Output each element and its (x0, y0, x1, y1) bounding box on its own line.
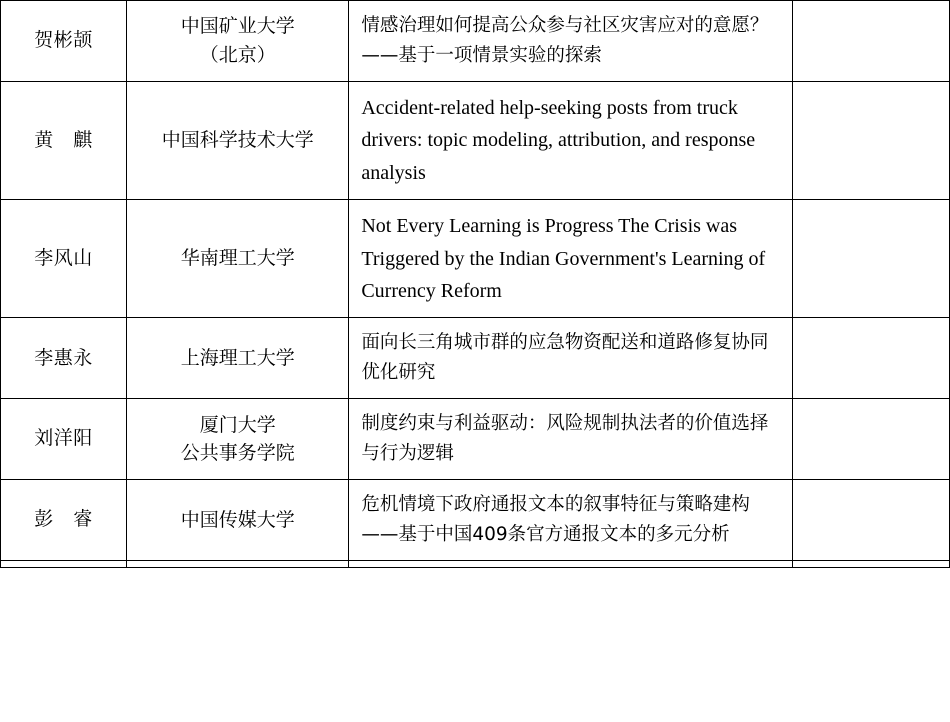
author-name: 李风山 (34, 246, 93, 269)
author-name-cell (1, 561, 127, 568)
notes-cell (792, 561, 949, 568)
organization: 厦门大学 公共事务学院 (180, 413, 295, 465)
organization-cell (127, 399, 349, 480)
organization-cell (127, 200, 349, 318)
paper-title: 情感治理如何提高公众参与社区灾害应对的意愿？——基于一项情景实验的探索 (361, 15, 769, 66)
organization-cell (127, 480, 349, 561)
author-name-cell (1, 318, 127, 399)
notes-cell (792, 399, 949, 480)
table-row (1, 318, 950, 399)
notes-cell (792, 200, 949, 318)
author-name: 彭 睿 (34, 508, 93, 531)
author-name-cell (1, 200, 127, 318)
author-name-cell (1, 1, 127, 82)
notes (793, 340, 949, 376)
author-name: 黄 麒 (34, 128, 93, 151)
notes (793, 241, 949, 277)
author-name-cell (1, 480, 127, 561)
notes-cell (792, 81, 949, 199)
table-row-partial (1, 561, 950, 568)
organization: 中国科学技术大学 (161, 129, 314, 152)
organization: 中国传媒大学 (180, 508, 295, 531)
organization-cell (127, 1, 349, 82)
organization-cell (127, 318, 349, 399)
paper-title: Accident-related help-seeking posts from truck drivers: topic modeling, attribution, and response analysis (361, 96, 756, 184)
author-name-cell (1, 399, 127, 480)
paper-title-cell (349, 480, 792, 561)
notes-cell (792, 1, 949, 82)
paper-title-cell (349, 399, 792, 480)
organization-cell (127, 81, 349, 199)
author-name: 李惠永 (34, 346, 93, 369)
table-row (1, 480, 950, 561)
author-name: 贺彬颉 (34, 29, 93, 52)
table-body (1, 1, 950, 568)
author-name: 刘洋阳 (34, 427, 93, 450)
notes (793, 421, 949, 457)
paper-title-cell (349, 200, 792, 318)
notes (793, 123, 949, 159)
paper-title: 制度约束与利益驱动：风险规制执法者的价值选择与行为逻辑 (361, 413, 769, 465)
organization: 上海理工大学 (180, 347, 295, 369)
notes (793, 23, 949, 59)
paper-title-cell (349, 561, 792, 568)
notes-cell (792, 318, 949, 399)
organization: 中国矿业大学 （北京） (180, 15, 295, 66)
table-row (1, 1, 950, 82)
organization-cell (127, 561, 349, 568)
paper-title: 面向长三角城市群的应急物资配送和道路修复协同优化研究 (361, 332, 769, 384)
paper-title-cell (349, 1, 792, 82)
table-row (1, 81, 950, 199)
notes (793, 502, 949, 538)
organization: 华南理工大学 (180, 247, 295, 270)
paper-title-cell (349, 81, 792, 199)
table-row (1, 200, 950, 318)
table-row (1, 399, 950, 480)
paper-title-cell (349, 318, 792, 399)
notes-cell (792, 480, 949, 561)
paper-title: 危机情境下政府通报文本的叙事特征与策略建构——基于中国409条官方通报文本的多元分析 (361, 494, 750, 546)
paper-title: Not Every Learning is Progress The Crisis was Triggered by the Indian Government's Learning of Currency Reform (361, 215, 766, 302)
author-name-cell (1, 81, 127, 199)
